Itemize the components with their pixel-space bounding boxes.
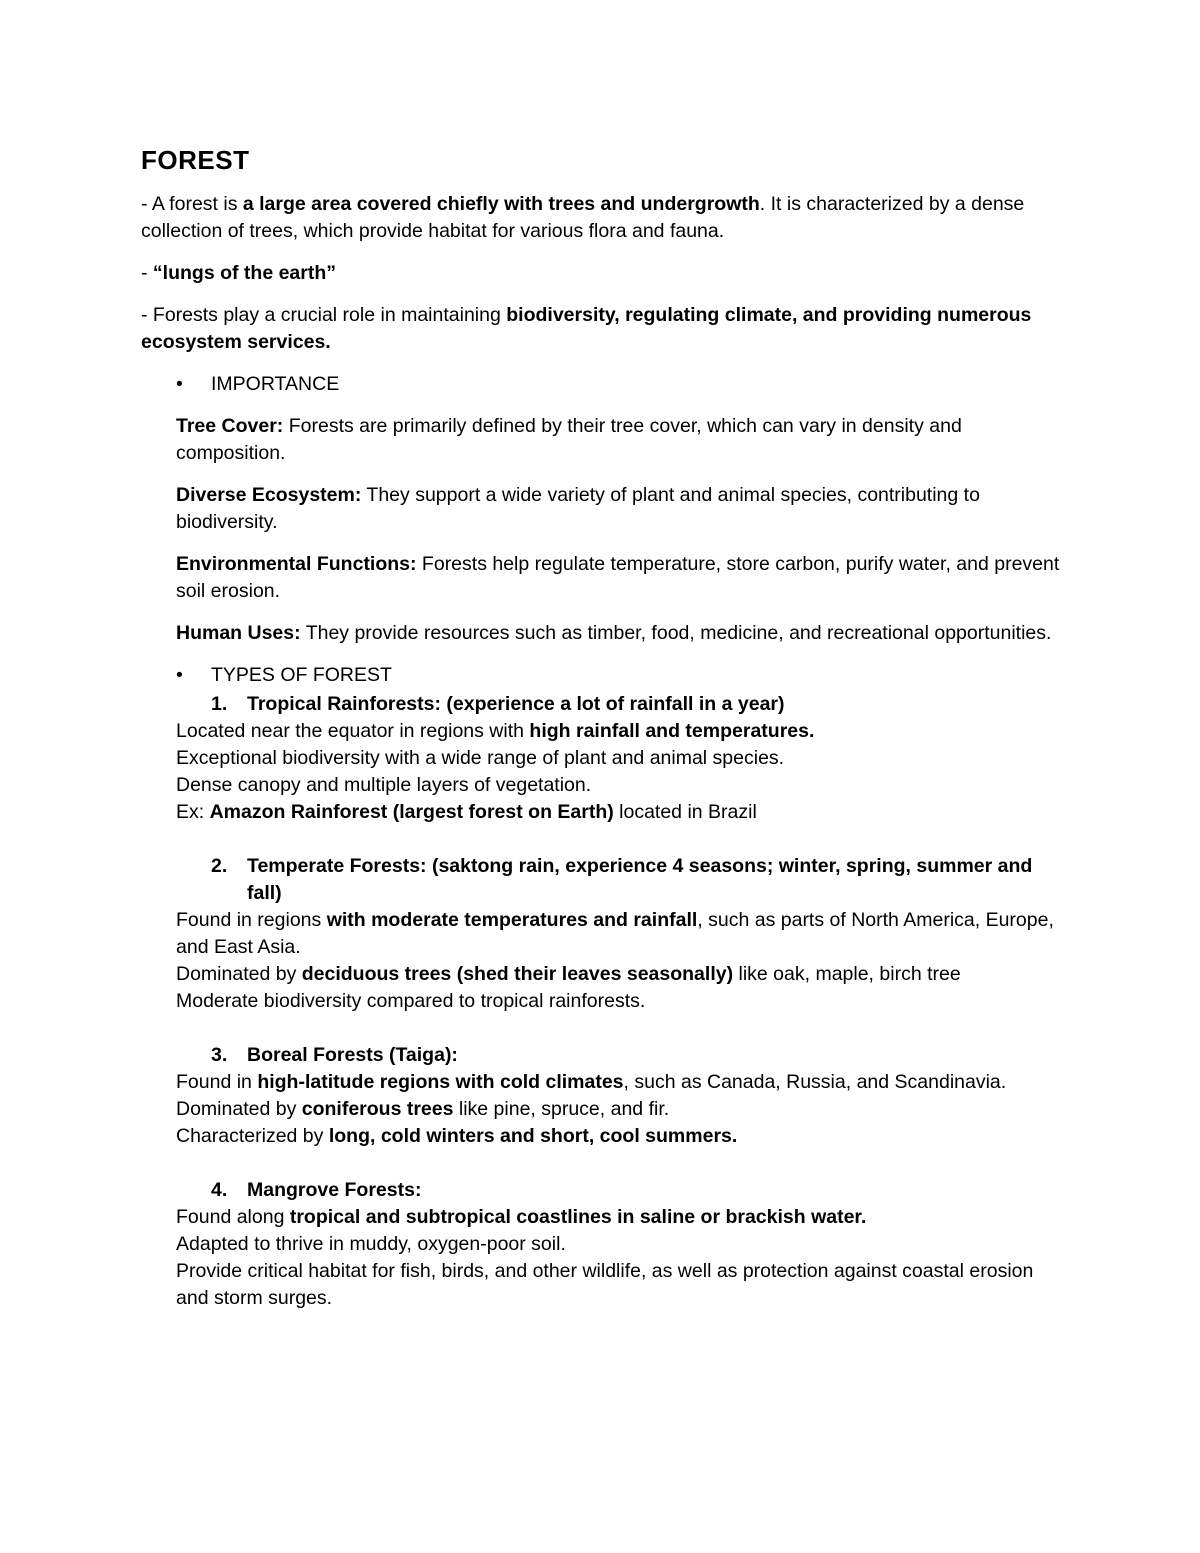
importance-text: Forests are primarily defined by their tree cover, which can vary in density and composition. <box>176 415 962 464</box>
document-title: FOREST <box>141 145 250 175</box>
importance-heading-text: IMPORTANCE <box>211 373 340 395</box>
tropical-line-1 <box>176 718 1061 745</box>
text: located in Brazil <box>613 801 757 823</box>
boreal-line-1 <box>176 1069 1061 1096</box>
importance-text: They support a wide variety of plant and animal species, contributing to biodiversity. <box>176 484 980 533</box>
text-bold: long, cold winters and short, cool summers. <box>328 1125 738 1147</box>
spacer <box>141 826 1061 853</box>
text: , such as parts of North America, Europe, and East Asia. <box>176 909 1054 958</box>
boreal-line-3 <box>176 1123 1061 1150</box>
role-bold: biodiversity, regulating climate, and providing numerous ecosystem services. <box>141 304 1032 353</box>
temperate-title: Temperate Forests: (saktong rain, experience 4 seasons; winter, spring, summer and fall) <box>247 855 1033 904</box>
mangrove-line-2: Adapted to thrive in muddy, oxygen-poor soil. <box>176 1233 566 1255</box>
temperate-heading <box>141 853 1061 907</box>
text: Found in regions <box>176 909 327 931</box>
tropical-line-4 <box>176 799 1061 826</box>
text: Found along <box>176 1206 290 1228</box>
document-page <box>141 140 1061 1312</box>
text-bold: deciduous trees (shed their leaves seasonally) <box>301 963 734 985</box>
lungs-dash: - <box>141 262 153 284</box>
boreal-title: Boreal Forests (Taiga): <box>247 1044 458 1066</box>
text: Located near the equator in regions with <box>176 720 530 742</box>
temperate-line-2 <box>176 961 1061 988</box>
boreal-line-2 <box>176 1096 1061 1123</box>
spacer <box>141 1150 1061 1177</box>
text-bold: coniferous trees <box>301 1098 454 1120</box>
importance-term: Tree Cover: <box>176 415 284 437</box>
text-bold: high-latitude regions with cold climates <box>257 1071 624 1093</box>
role-text: - Forests play a crucial role in maintaining <box>141 304 507 326</box>
definition-text-end: . It is characterized by a dense collection of trees, which provide habitat for various flora and fauna. <box>141 193 1025 242</box>
list-number: 1. <box>211 693 228 715</box>
tropical-body <box>176 718 1061 826</box>
importance-item-diverse-ecosystem <box>176 482 1061 536</box>
importance-text: Forests help regulate temperature, store carbon, purify water, and prevent soil erosion. <box>176 553 1060 602</box>
text: Found in <box>176 1071 258 1093</box>
types-bullet <box>141 662 1061 689</box>
temperate-line-1 <box>176 907 1061 961</box>
definition-text: - A forest is <box>141 193 243 215</box>
text-bold: tropical and subtropical coastlines in saline or brackish water. <box>289 1206 867 1228</box>
importance-term: Diverse Ecosystem: <box>176 484 362 506</box>
list-number: 2. <box>211 855 228 877</box>
lungs-paragraph <box>141 260 1061 287</box>
types-heading: TYPES OF FOREST <box>211 664 392 686</box>
importance-term: Human Uses: <box>176 622 301 644</box>
mangrove-line-3: Provide critical habitat for fish, birds, and other wildlife, as well as protection against coastal erosion and storm surges. <box>176 1260 1034 1309</box>
tropical-heading <box>141 691 1061 718</box>
boreal-body <box>176 1069 1061 1150</box>
text: like oak, maple, birch tree <box>733 963 961 985</box>
bullet-icon: • <box>176 664 183 686</box>
list-number: 3. <box>211 1044 228 1066</box>
importance-bullet <box>141 371 1061 398</box>
importance-item-tree-cover <box>176 413 1061 467</box>
boreal-heading <box>141 1042 1061 1069</box>
text: Dominated by <box>176 963 302 985</box>
text-bold: Amazon Rainforest (largest forest on Earth) <box>209 801 614 823</box>
spacer <box>141 1015 1061 1042</box>
bullet-icon: • <box>176 373 183 395</box>
importance-text: They provide resources such as timber, food, medicine, and recreational opportunities. <box>300 622 1052 644</box>
tropical-title: Tropical Rainforests: (experience a lot of rainfall in a year) <box>247 693 785 715</box>
temperate-body <box>176 907 1061 1015</box>
tropical-line-2: Exceptional biodiversity with a wide range of plant and animal species. <box>176 747 785 769</box>
mangrove-heading <box>141 1177 1061 1204</box>
list-number: 4. <box>211 1179 228 1201</box>
text-bold: high rainfall and temperatures. <box>529 720 815 742</box>
lungs-quote: “lungs of the earth” <box>152 262 337 284</box>
mangrove-body <box>176 1204 1061 1312</box>
definition-paragraph <box>141 191 1061 245</box>
text: Dominated by <box>176 1098 302 1120</box>
importance-term: Environmental Functions: <box>176 553 417 575</box>
text: like pine, spruce, and fir. <box>453 1098 670 1120</box>
importance-item-environmental-functions <box>176 551 1061 605</box>
mangrove-line-1 <box>176 1204 1061 1231</box>
tropical-line-3: Dense canopy and multiple layers of vegetation. <box>176 774 592 796</box>
mangrove-title: Mangrove Forests: <box>247 1179 422 1201</box>
text: Characterized by <box>176 1125 329 1147</box>
text: Ex: <box>176 801 210 823</box>
role-paragraph <box>141 302 1061 356</box>
importance-item-human-uses <box>176 620 1061 647</box>
temperate-line-3: Moderate biodiversity compared to tropical rainforests. <box>176 990 646 1012</box>
definition-bold: a large area covered chiefly with trees and undergrowth <box>242 193 760 215</box>
text: , such as Canada, Russia, and Scandinavia. <box>623 1071 1007 1093</box>
text-bold: with moderate temperatures and rainfall <box>326 909 698 931</box>
